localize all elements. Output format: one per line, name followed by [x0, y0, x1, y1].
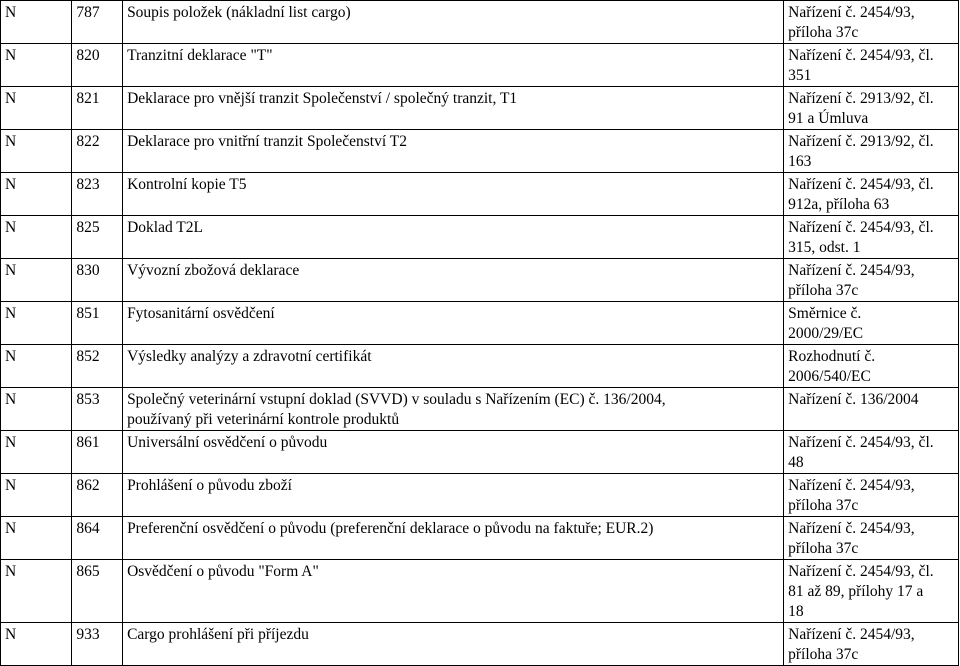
reference-cell	[784, 1, 959, 44]
description-cell	[123, 173, 784, 216]
table-row	[1, 130, 959, 173]
reference-line: Nařízení č. 2454/93, čl.	[788, 176, 934, 193]
status-cell: N	[1, 431, 72, 474]
reference-line: příloha 37c	[788, 497, 859, 514]
table-row	[1, 431, 959, 474]
code-cell: 853	[72, 388, 123, 431]
table-row	[1, 1, 959, 44]
description-line: Tranzitní deklarace "T"	[127, 47, 273, 64]
reference-line: 2000/29/EC	[788, 325, 864, 342]
status-cell: N	[1, 173, 72, 216]
code-cell: 862	[72, 474, 123, 517]
reference-line: 18	[788, 603, 804, 620]
code-cell: 820	[72, 44, 123, 87]
table-row	[1, 216, 959, 259]
description-cell	[123, 431, 784, 474]
status-cell: N	[1, 517, 72, 560]
reference-line: příloha 37c	[788, 282, 859, 299]
table-row	[1, 302, 959, 345]
description-cell	[123, 87, 784, 130]
description-line: Vývozní zbožová deklarace	[127, 262, 300, 279]
reference-cell	[784, 259, 959, 302]
reference-line: Nařízení č. 2454/93, čl.	[788, 434, 934, 451]
description-line: Osvědčení o původu "Form A"	[127, 563, 319, 580]
table-row	[1, 87, 959, 130]
reference-line: Nařízení č. 136/2004	[788, 391, 919, 408]
description-line: Prohlášení o původu zboží	[127, 477, 292, 494]
code-cell: 861	[72, 431, 123, 474]
reference-line: 351	[788, 67, 812, 84]
description-line: Preferenční osvědčení o původu (preferenční deklarace o původu na faktuře; EUR.2)	[127, 520, 654, 537]
status-cell: N	[1, 345, 72, 388]
reference-line: Nařízení č. 2454/93,	[788, 477, 915, 494]
reference-cell	[784, 345, 959, 388]
description-line: Fytosanitární osvědčení	[127, 305, 275, 322]
reference-cell	[784, 302, 959, 345]
code-cell: 933	[72, 623, 123, 666]
code-cell: 822	[72, 130, 123, 173]
reference-line: 81 až 89, přílohy 17 a	[788, 583, 924, 600]
reference-line: Nařízení č. 2454/93,	[788, 626, 915, 643]
reference-cell	[784, 560, 959, 623]
reference-line: Nařízení č. 2913/92, čl.	[788, 133, 934, 150]
description-cell	[123, 216, 784, 259]
description-cell	[123, 1, 784, 44]
table-row	[1, 44, 959, 87]
reference-line: 91 a Úmluva	[788, 110, 869, 127]
reference-line: Směrnice č.	[788, 305, 862, 322]
description-line: Soupis položek (nákladní list cargo)	[127, 4, 351, 21]
description-cell	[123, 560, 784, 623]
document-table-body	[1, 1, 959, 666]
reference-cell	[784, 130, 959, 173]
reference-cell	[784, 388, 959, 431]
reference-cell	[784, 431, 959, 474]
table-row	[1, 173, 959, 216]
reference-line: 912a, příloha 63	[788, 196, 890, 213]
reference-line: Nařízení č. 2454/93, čl.	[788, 47, 934, 64]
table-row	[1, 517, 959, 560]
reference-cell	[784, 517, 959, 560]
reference-line: 48	[788, 454, 804, 471]
code-cell: 852	[72, 345, 123, 388]
code-cell: 787	[72, 1, 123, 44]
status-cell: N	[1, 44, 72, 87]
reference-cell	[784, 87, 959, 130]
status-cell: N	[1, 560, 72, 623]
description-line: Společný veterinární vstupní doklad (SVVD) v souladu s Nařízením (EC) č. 136/2004,	[127, 391, 666, 408]
description-cell	[123, 44, 784, 87]
reference-cell	[784, 474, 959, 517]
description-line: Cargo prohlášení při příjezdu	[127, 626, 309, 643]
reference-line: Nařízení č. 2454/93, čl.	[788, 563, 934, 580]
status-cell: N	[1, 130, 72, 173]
description-line: Universální osvědčení o původu	[127, 434, 328, 451]
description-cell	[123, 130, 784, 173]
description-cell	[123, 259, 784, 302]
status-cell: N	[1, 623, 72, 666]
code-cell: 830	[72, 259, 123, 302]
reference-line: 315, odst. 1	[788, 239, 861, 256]
description-cell	[123, 517, 784, 560]
reference-line: Nařízení č. 2454/93, čl.	[788, 219, 934, 236]
table-row	[1, 345, 959, 388]
description-cell	[123, 623, 784, 666]
code-cell: 865	[72, 560, 123, 623]
code-cell: 825	[72, 216, 123, 259]
status-cell: N	[1, 87, 72, 130]
reference-line: příloha 37c	[788, 24, 859, 41]
description-cell	[123, 474, 784, 517]
status-cell: N	[1, 474, 72, 517]
status-cell: N	[1, 259, 72, 302]
description-line: Kontrolní kopie T5	[127, 176, 247, 193]
reference-line: Nařízení č. 2454/93,	[788, 4, 915, 21]
code-cell: 851	[72, 302, 123, 345]
table-row	[1, 388, 959, 431]
reference-cell	[784, 173, 959, 216]
reference-line: 163	[788, 153, 812, 170]
reference-cell	[784, 623, 959, 666]
reference-line: Nařízení č. 2454/93,	[788, 262, 915, 279]
reference-line: Nařízení č. 2454/93,	[788, 520, 915, 537]
table-row	[1, 259, 959, 302]
status-cell: N	[1, 388, 72, 431]
description-line: Výsledky analýzy a zdravotní certifikát	[127, 348, 372, 365]
description-line: Doklad T2L	[127, 219, 203, 236]
description-line: používaný při veterinární kontrole produktů	[127, 411, 400, 428]
status-cell: N	[1, 1, 72, 44]
table-row	[1, 560, 959, 623]
code-cell: 823	[72, 173, 123, 216]
description-cell	[123, 388, 784, 431]
code-cell: 864	[72, 517, 123, 560]
table-row	[1, 474, 959, 517]
status-cell: N	[1, 302, 72, 345]
table-row	[1, 623, 959, 666]
reference-cell	[784, 216, 959, 259]
reference-line: příloha 37c	[788, 540, 859, 557]
code-cell: 821	[72, 87, 123, 130]
description-line: Deklarace pro vnitřní tranzit Společenství T2	[127, 133, 407, 150]
description-cell	[123, 302, 784, 345]
reference-line: 2006/540/EC	[788, 368, 871, 385]
description-cell	[123, 345, 784, 388]
reference-line: příloha 37c	[788, 646, 859, 663]
description-line: Deklarace pro vnější tranzit Společenství / společný tranzit, T1	[127, 90, 518, 107]
reference-cell	[784, 44, 959, 87]
status-cell: N	[1, 216, 72, 259]
reference-line: Nařízení č. 2913/92, čl.	[788, 90, 934, 107]
reference-line: Rozhodnutí č.	[788, 348, 876, 365]
